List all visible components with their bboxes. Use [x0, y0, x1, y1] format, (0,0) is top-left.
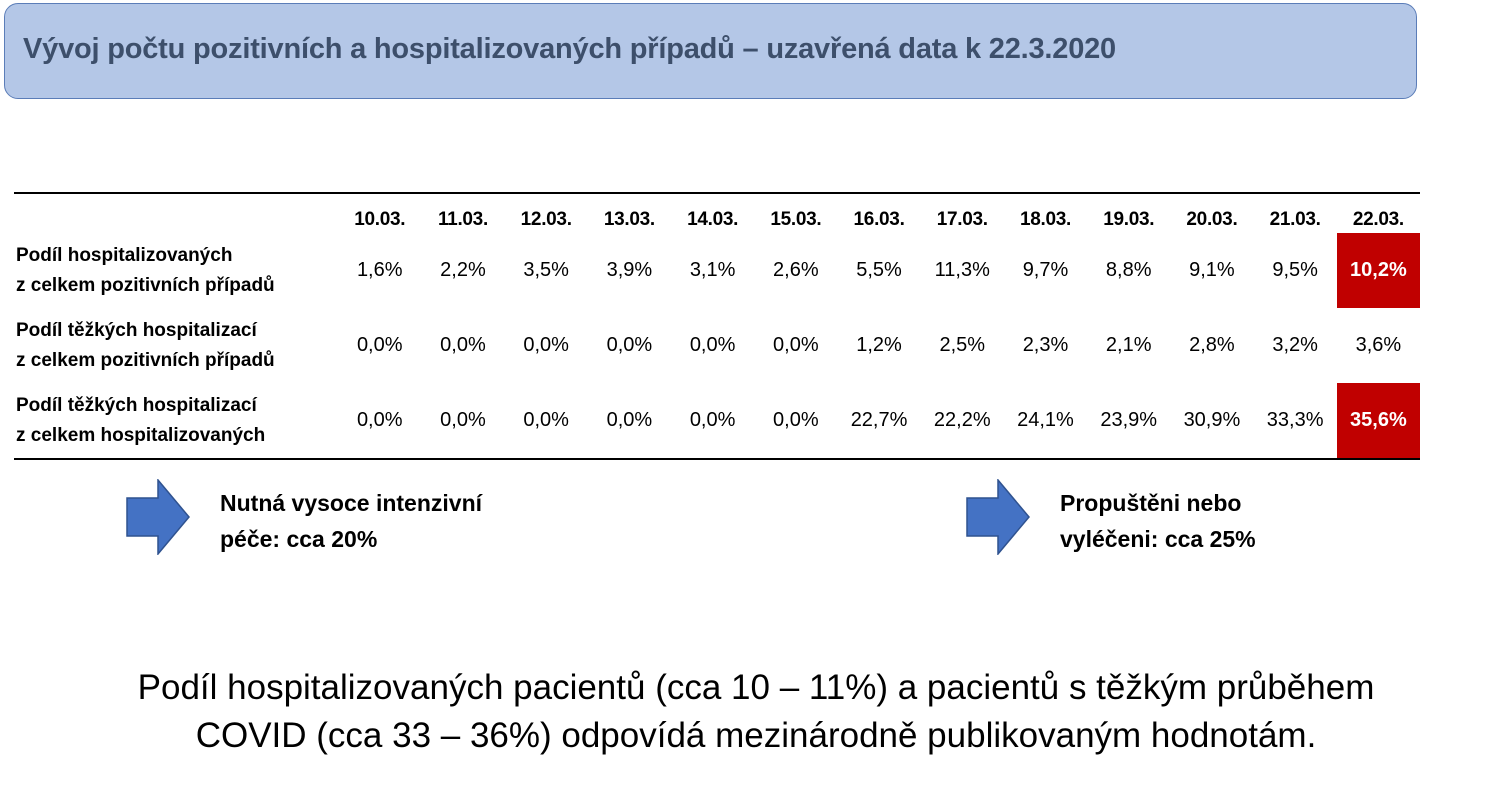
right-arrow-icon [126, 479, 190, 555]
table-cell: 0,0% [689, 409, 736, 431]
title-banner [4, 3, 1417, 99]
date-header: 10.03. [354, 209, 406, 230]
table-cell: 0,0% [689, 334, 736, 356]
date-header: 11.03. [437, 209, 488, 230]
row-label-line1: Podíl hospitalizovaných [16, 244, 233, 266]
table-cell: 3,9% [606, 259, 653, 281]
table-cell: 0,0% [440, 334, 486, 356]
table-cell: 2,2% [440, 259, 486, 281]
row-label [14, 383, 338, 459]
table-cell: 30,9% [1183, 409, 1241, 431]
date-header: 15.03. [770, 209, 822, 230]
table-cell: 0,0% [523, 334, 569, 356]
table-row [14, 233, 1420, 308]
date-header: 13.03. [603, 209, 655, 230]
row-label-line2: z celkem hospitalizovaných [16, 424, 266, 446]
table-cell: 0,0% [773, 334, 819, 356]
hospitalization-table [14, 192, 1420, 460]
page-title: Vývoj počtu pozitivních a hospitalizovaných případů – uzavřená data k 22.3.2020 [23, 33, 1116, 65]
note-line: vyléčeni: cca 25% [1060, 526, 1256, 552]
table-cell: 9,7% [1022, 259, 1069, 281]
table-cell: 0,0% [606, 409, 653, 431]
table-row [14, 308, 1420, 383]
table-cell: 24,1% [1017, 409, 1074, 431]
table-row [14, 383, 1420, 459]
row-label-line2: z celkem pozitivních případů [16, 274, 275, 296]
table-cell: 3,1% [689, 259, 736, 281]
table-cell: 22,7% [850, 409, 908, 431]
table-cell: 5,5% [856, 259, 902, 281]
table-cell: 0,0% [523, 409, 569, 431]
table-cell: 3,5% [523, 259, 569, 281]
right-arrow-icon [966, 479, 1030, 555]
table-cell: 1,6% [356, 259, 403, 281]
note-line: Nutná vysoce intenzivní [220, 490, 483, 516]
table-cell: 11,3% [934, 259, 990, 281]
table-cell: 3,2% [1272, 334, 1318, 356]
table-cell: 1,2% [856, 334, 902, 356]
date-header: 14.03. [687, 209, 739, 230]
highlighted-cell: 35,6% [1337, 383, 1420, 459]
row-label [14, 308, 338, 383]
table-cell: 2,3% [1022, 334, 1069, 356]
date-header: 19.03. [1103, 209, 1155, 230]
conclusion-text [0, 664, 1512, 760]
table-cell: 33,3% [1266, 409, 1324, 431]
table-cell: 0,0% [356, 334, 403, 356]
date-header: 16.03. [853, 209, 905, 230]
table-cell: 0,0% [773, 409, 819, 431]
table-cell: 0,0% [356, 409, 403, 431]
date-header: 22.03. [1352, 209, 1404, 230]
table-cell: 22,2% [933, 409, 991, 431]
table-cell: 0,0% [606, 334, 653, 356]
conclusion-line: Podíl hospitalizovaných pacientů (cca 10 – 11%) a pacientů s těžkým průběhem [137, 668, 1375, 707]
table-cell: 2,8% [1189, 334, 1235, 356]
table-cell: 23,9% [1100, 409, 1158, 431]
table-cell: 3,6% [1355, 334, 1402, 356]
table-cell: 2,5% [939, 334, 986, 356]
date-header: 12.03. [520, 209, 572, 230]
table-cell: 8,8% [1105, 259, 1152, 281]
row-label [14, 233, 338, 308]
date-header: 21.03. [1269, 209, 1321, 230]
table-cell: 9,5% [1272, 259, 1318, 281]
header-corner-cell [14, 193, 338, 233]
highlighted-cell: 10,2% [1337, 233, 1420, 308]
recovered-note [1060, 485, 1256, 557]
note-line: Propuštěni nebo [1060, 490, 1242, 516]
table-cell: 9,1% [1189, 259, 1235, 281]
conclusion-line: COVID (cca 33 – 36%) odpovídá mezinárodně publikovaným hodnotám. [195, 716, 1317, 755]
row-label-line1: Podíl těžkých hospitalizací [16, 319, 257, 341]
row-label-line2: z celkem pozitivních případů [16, 349, 275, 371]
date-header: 20.03. [1186, 209, 1238, 230]
table-cell: 0,0% [440, 409, 486, 431]
date-header: 17.03. [936, 209, 988, 230]
row-label-line1: Podíl těžkých hospitalizací [16, 394, 257, 416]
table-cell: 2,1% [1105, 334, 1152, 356]
table-header-row [14, 193, 1420, 233]
note-line: péče: cca 20% [220, 526, 378, 552]
date-header: 18.03. [1019, 209, 1071, 230]
intensive-care-note [220, 485, 482, 557]
table-cell: 2,6% [773, 259, 819, 281]
